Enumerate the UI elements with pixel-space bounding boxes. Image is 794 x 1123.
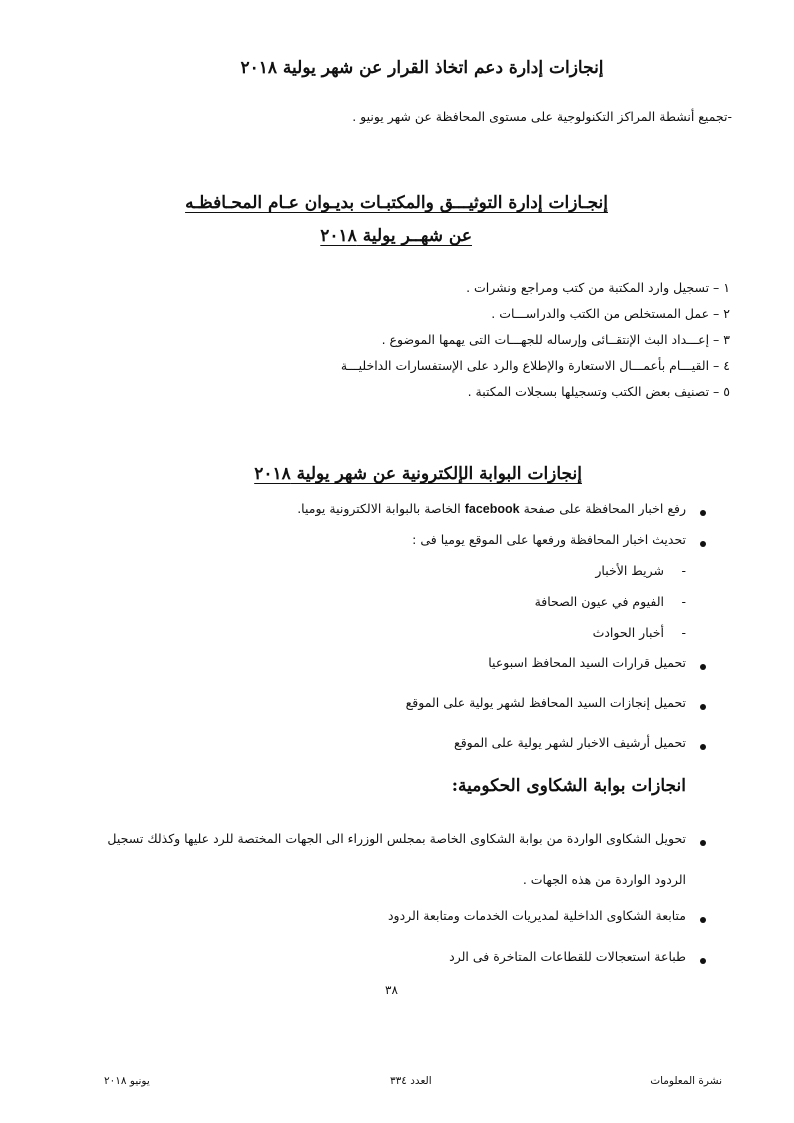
list-item: ٤ – القيـــام بأعمـــال الاستعارة والإطلاع والرد على الإستفسارات الداخليـــة (340, 358, 730, 373)
list-item: متابعة الشكاوى الداخلية لمديريات الخدمات ومتابعة الردود (387, 908, 686, 923)
dash-icon: - (681, 563, 686, 578)
bullet-icon (700, 664, 706, 670)
portal-bullet-text: رفع اخبار المحافظة على صفحة (519, 501, 686, 516)
dash-icon: - (681, 594, 686, 609)
footer-issue: العدد ٣٣٤ (390, 1075, 432, 1087)
section-title-complaints: انجازات بوابة الشكاوى الحكومية: (451, 776, 686, 796)
bullet-icon (700, 917, 706, 923)
bullet-icon (700, 744, 706, 750)
bullet-icon (700, 704, 706, 710)
list-item: ٣ – إعـــداد البث الإنتقــائى وإرساله للجهـــات التى يهمها الموضوع . (381, 332, 730, 347)
list-item: ١ – تسجيل وارد المكتبة من كتب ومراجع ونشرات . (466, 280, 730, 295)
list-item: تحديث اخبار المحافظة ورفعها على الموقع يوميا فى : (412, 532, 686, 547)
page-number: ٣٨ (385, 983, 398, 997)
documentation-list (310, 280, 730, 410)
portal-list (0, 500, 794, 760)
complaints-list (0, 830, 794, 970)
sub-list-item: أخبار الحوادث (592, 625, 664, 640)
sub-list-item: شريط الأخبار (595, 563, 664, 578)
list-item: ٢ – عمل المستخلص من الكتب والدراســـات . (491, 306, 730, 321)
footer-publication: نشرة المعلومات (650, 1075, 722, 1087)
facebook-label: facebook (464, 502, 520, 516)
section-title-documentation-month: عن شهــر يولية ٢٠١٨ (320, 226, 472, 246)
sub-list-item: الفيوم في عيون الصحافة (534, 594, 664, 609)
bullet-icon (700, 840, 706, 846)
decision-support-line: -تجميع أنشطة المراكز التكنولوجية على مستوى المحافظة عن شهر يونيو . (352, 109, 732, 124)
list-item: تحميل أرشيف الاخبار لشهر يولية على الموقع (454, 735, 686, 750)
list-item-continuation: الردود الواردة من هذه الجهات . (522, 872, 686, 887)
list-item (297, 501, 686, 516)
section-title-portal: إنجازات البوابة الإلكترونية عن شهر يولية ٢٠١٨ (254, 464, 582, 484)
section-title-text: إنجازات إدارة دعم اتخاذ القرار عن شهر يولية ٢٠١٨ (240, 58, 604, 78)
list-item: طباعة استعجالات للقطاعات المتاخرة فى الرد (449, 949, 686, 964)
list-item: تحميل إنجازات السيد المحافظ لشهر يولية على الموقع (405, 695, 686, 710)
bullet-icon (700, 541, 706, 547)
list-item: تحميل قرارات السيد المحافظ اسبوعيا (488, 655, 686, 670)
list-item: تحويل الشكاوى الواردة من بوابة الشكاوى الخاصة بمجلس الوزراء الى الجهات المختصة للرد عليها وكذلك تسجيل (107, 831, 686, 846)
section-title-documentation: إنجـازات إدارة التوثيـــق والمكتبـات بديـوان عـام المحـافظـه (185, 193, 608, 213)
bullet-icon (700, 510, 706, 516)
bullet-icon (700, 958, 706, 964)
dash-icon: - (681, 625, 686, 640)
list-item: ٥ – تصنيف بعض الكتب وتسجيلها بسجلات المكتبة . (467, 384, 730, 399)
section-title-decision-support (0, 58, 794, 78)
footer-date: يونيو ٢٠١٨ (104, 1075, 150, 1087)
portal-bullet-text: الخاصة بالبوابة الالكترونية يوميا. (297, 501, 465, 516)
